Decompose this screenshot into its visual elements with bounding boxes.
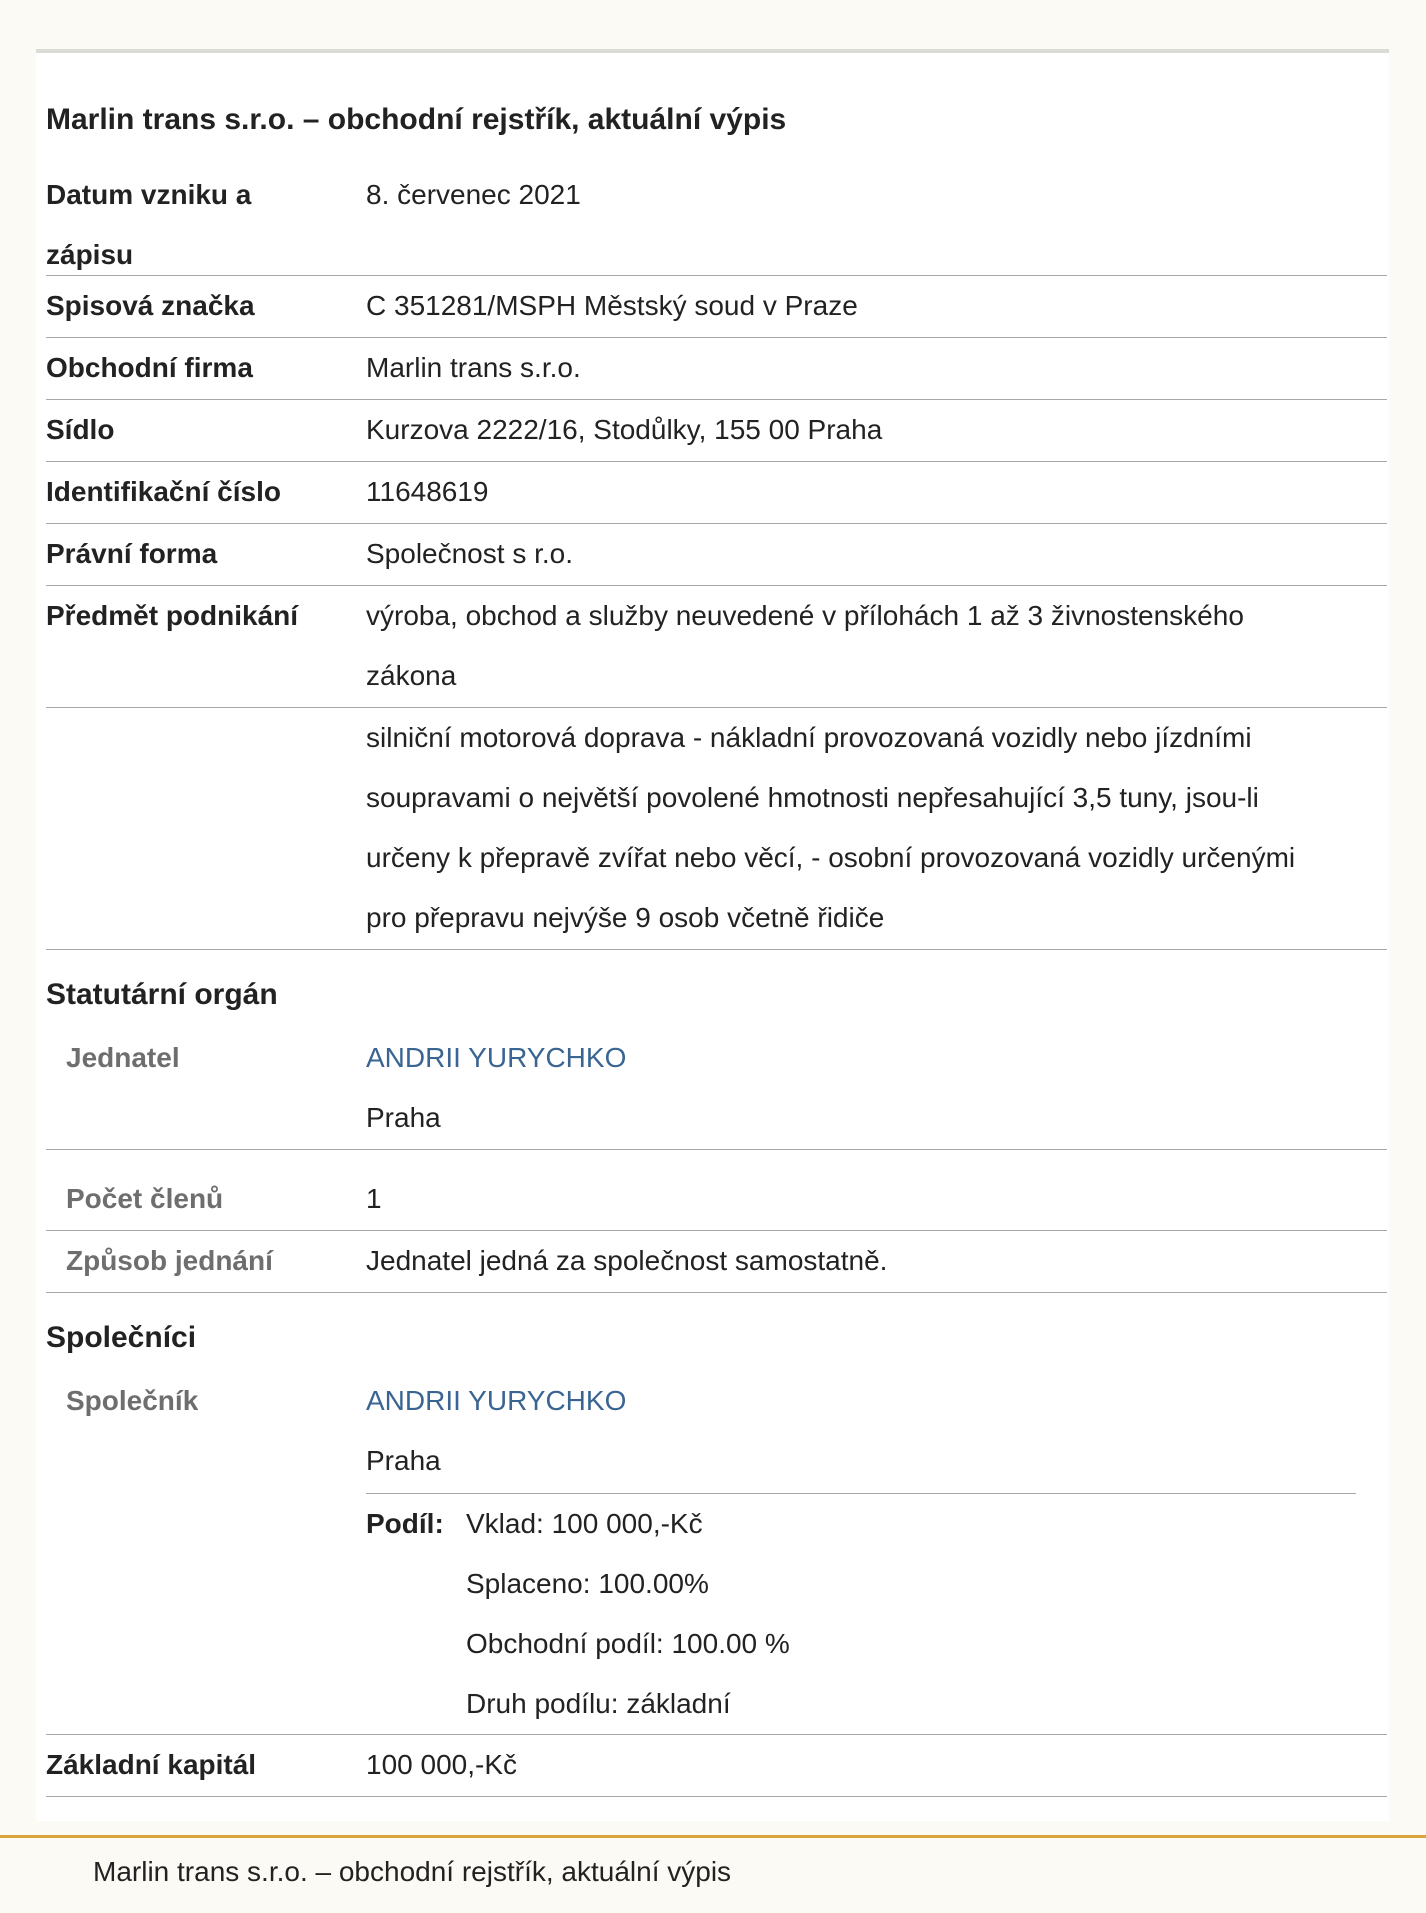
footer [0, 1835, 1426, 1913]
row-jednatel [46, 1028, 1387, 1150]
value-predmet-2-line3: určeny k přepravě zvířat nebo věcí, - osobní provozovaná vozidly určenými [366, 842, 1296, 873]
value-spolecnik-city: Praha [366, 1445, 441, 1476]
link-jednatel-name[interactable]: ANDRII YURYCHKO [366, 1042, 627, 1073]
row-predmet-podnikani [46, 586, 1387, 708]
section-spolecnici: Společníci [46, 1321, 197, 1354]
value-jednatel-city: Praha [366, 1102, 441, 1133]
label-ico: Identifikační číslo [46, 476, 281, 507]
label-kapital: Základní kapitál [46, 1749, 257, 1780]
page-title: Marlin trans s.r.o. – obchodní rejstřík, aktuální výpis [46, 103, 787, 136]
label-forma: Právní forma [46, 538, 218, 569]
value-druh-podilu: Druh podílu: základní [466, 1688, 731, 1719]
label-datum-line1: Datum vzniku a [46, 179, 252, 210]
label-firma: Obchodní firma [46, 352, 253, 383]
value-predmet-2-line2: soupravami o největší povolené hmotnosti nepřesahující 3,5 tuny, jsou-li [366, 782, 1259, 813]
value-predmet-2-line4: pro přepravu nejvýše 9 osob včetně řidiče [366, 902, 885, 933]
row-pocet-clenu [46, 1169, 1387, 1231]
register-card [36, 49, 1389, 1821]
label-podil: Podíl: [366, 1508, 444, 1539]
value-sidlo: Kurzova 2222/16, Stodůlky, 155 00 Praha [366, 414, 883, 445]
label-pocet-clenu: Počet členů [66, 1183, 224, 1214]
link-spolecnik-name[interactable]: ANDRII YURYCHKO [366, 1385, 627, 1416]
label-jednatel: Jednatel [66, 1042, 180, 1073]
label-zpusob-jednani: Způsob jednání [66, 1245, 273, 1276]
value-predmet-1-line2: zákona [366, 660, 457, 691]
value-kapital: 100 000,-Kč [366, 1749, 517, 1780]
block-spolecnik [46, 1371, 1387, 1492]
value-obchodni-podil: Obchodní podíl: 100.00 % [466, 1628, 790, 1659]
value-forma: Společnost s r.o. [366, 538, 574, 569]
row-podil [46, 1494, 1387, 1735]
row-obchodni-firma [46, 338, 1387, 400]
value-predmet-1-line1: výroba, obchod a služby neuvedené v přílohách 1 až 3 živnostenského [366, 600, 1244, 631]
row-datum-vzniku [46, 165, 1387, 276]
value-ico: 11648619 [366, 476, 489, 507]
value-datum: 8. červenec 2021 [366, 179, 581, 210]
label-predmet: Předmět podnikání [46, 600, 299, 631]
value-pocet-clenu: 1 [366, 1183, 382, 1214]
value-predmet-2-line1: silniční motorová doprava - nákladní provozovaná vozidly nebo jízdními [366, 722, 1252, 753]
section-statutarni-organ: Statutární orgán [46, 978, 278, 1011]
value-firma: Marlin trans s.r.o. [366, 352, 581, 383]
footer-text: Marlin trans s.r.o. – obchodní rejstřík, aktuální výpis [93, 1856, 732, 1887]
value-spisova: C 351281/MSPH Městský soud v Praze [366, 290, 858, 321]
row-pravni-forma [46, 524, 1387, 586]
value-zpusob-jednani: Jednatel jedná za společnost samostatně. [366, 1245, 888, 1276]
label-sidlo: Sídlo [46, 414, 115, 445]
value-vklad: Vklad: 100 000,-Kč [466, 1508, 703, 1539]
row-predmet-podnikani-2 [46, 708, 1387, 950]
value-splaceno: Splaceno: 100.00% [466, 1568, 709, 1599]
row-zakladni-kapital [46, 1735, 1387, 1797]
label-datum-line2: zápisu [46, 239, 134, 270]
row-sidlo [46, 400, 1387, 462]
label-spolecnik: Společník [66, 1385, 199, 1416]
row-identifikacni-cislo [46, 462, 1387, 524]
row-spisova-znacka [46, 276, 1387, 338]
row-zpusob-jednani [46, 1231, 1387, 1293]
label-spisova: Spisová značka [46, 290, 255, 321]
